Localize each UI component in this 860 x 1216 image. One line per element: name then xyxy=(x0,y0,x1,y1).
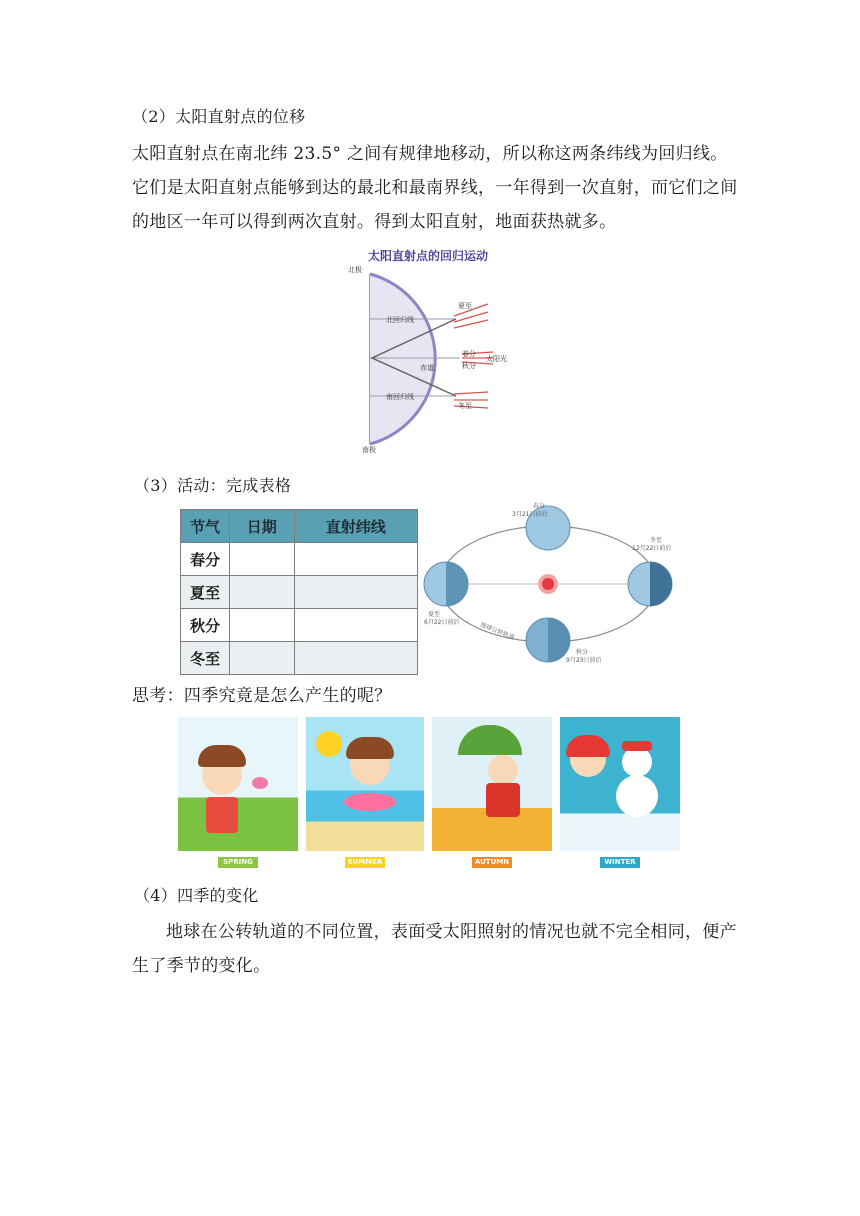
section2-line-1: 太阳直射点在南北纬 23.5° 之间有规律地移动，所以称这两条纬线为回归线。 xyxy=(132,144,728,164)
diagram-title: 太阳直射点的回归运动 xyxy=(367,249,489,263)
sun-icon xyxy=(542,578,554,590)
latitude-cell[interactable] xyxy=(294,576,417,609)
summer-illustration xyxy=(306,717,424,851)
section4-line-1: 地球在公转轨道的不同位置，表面受太阳照射的情况也就不完全相同，便产 xyxy=(166,922,737,942)
table-row xyxy=(181,576,418,609)
header-term: 节气 xyxy=(181,510,230,543)
summer-label: 夏至 xyxy=(458,302,472,310)
section2-heading: （2）太阳直射点的位移 xyxy=(132,107,306,126)
term-cell: 夏至 xyxy=(181,576,230,609)
section3-heading: （3）活动：完成表格 xyxy=(134,476,292,495)
header-date: 日期 xyxy=(230,510,295,543)
solar-migration-diagram xyxy=(328,244,528,458)
spring-label: 春分 xyxy=(462,350,476,358)
table-row xyxy=(181,543,418,576)
north-pole-label: 北极 xyxy=(348,266,362,274)
section2-line-2: 它们是太阳直射点能够到达的最北和最南界线，一年得到一次直射，而它们之间 xyxy=(132,178,738,198)
header-latitude: 直射纬线 xyxy=(294,510,417,543)
term-cell: 秋分 xyxy=(181,609,230,642)
latitude-cell[interactable] xyxy=(294,642,417,675)
south-pole-label: 南极 xyxy=(362,446,376,454)
date-cell[interactable] xyxy=(230,543,295,576)
spring-illustration xyxy=(178,717,298,851)
latitude-cell[interactable] xyxy=(294,543,417,576)
orbit-label: 地球公转轨道 xyxy=(479,621,516,642)
spring-date: 3月21日前后 xyxy=(512,511,548,518)
date-cell[interactable] xyxy=(230,642,295,675)
spring-name: 春分 xyxy=(533,503,546,510)
section2-line-3: 的地区一年可以得到两次直射。得到太阳直射，地面获热就多。 xyxy=(132,212,617,232)
winter-illustration xyxy=(560,717,680,851)
solar-terms-table xyxy=(180,509,418,675)
section4-heading: （4）四季的变化 xyxy=(134,886,259,905)
season-label-autumn: AUTUMN xyxy=(472,857,512,868)
autumn-date: 9月23日前后 xyxy=(566,657,602,664)
date-cell[interactable] xyxy=(230,576,295,609)
season-label-winter: WINTER xyxy=(600,857,640,868)
autumn-illustration xyxy=(432,717,552,851)
winter-name: 冬至 xyxy=(650,537,663,544)
term-cell: 春分 xyxy=(181,543,230,576)
orbit-diagram xyxy=(420,498,682,670)
autumn-label: 秋分 xyxy=(462,362,476,370)
term-cell: 冬至 xyxy=(181,642,230,675)
table-row xyxy=(181,642,418,675)
date-cell[interactable] xyxy=(230,609,295,642)
sunlight-label: 太阳光 xyxy=(486,355,507,363)
season-label-spring: SPRING xyxy=(218,857,258,868)
table-row xyxy=(181,609,418,642)
earth-hemisphere xyxy=(370,274,435,444)
table-header-row xyxy=(181,510,418,543)
equator-label: 赤道 xyxy=(420,364,434,372)
winter-date: 12月22日前后 xyxy=(632,545,672,552)
latitude-cell[interactable] xyxy=(294,609,417,642)
summer-name: 夏至 xyxy=(428,611,441,618)
section4-line-2: 生了季节的变化。 xyxy=(132,956,271,976)
summer-date: 6月22日前后 xyxy=(424,619,460,626)
think-text: 思考：四季究竟是怎么产生的呢？ xyxy=(132,686,392,706)
season-label-summer: SUMMER xyxy=(345,857,385,868)
tropic-south-label: 南回归线 xyxy=(386,393,414,401)
winter-label: 冬至 xyxy=(458,402,472,410)
autumn-name: 秋分 xyxy=(576,649,589,656)
tropic-north-label: 北回归线 xyxy=(386,316,414,324)
